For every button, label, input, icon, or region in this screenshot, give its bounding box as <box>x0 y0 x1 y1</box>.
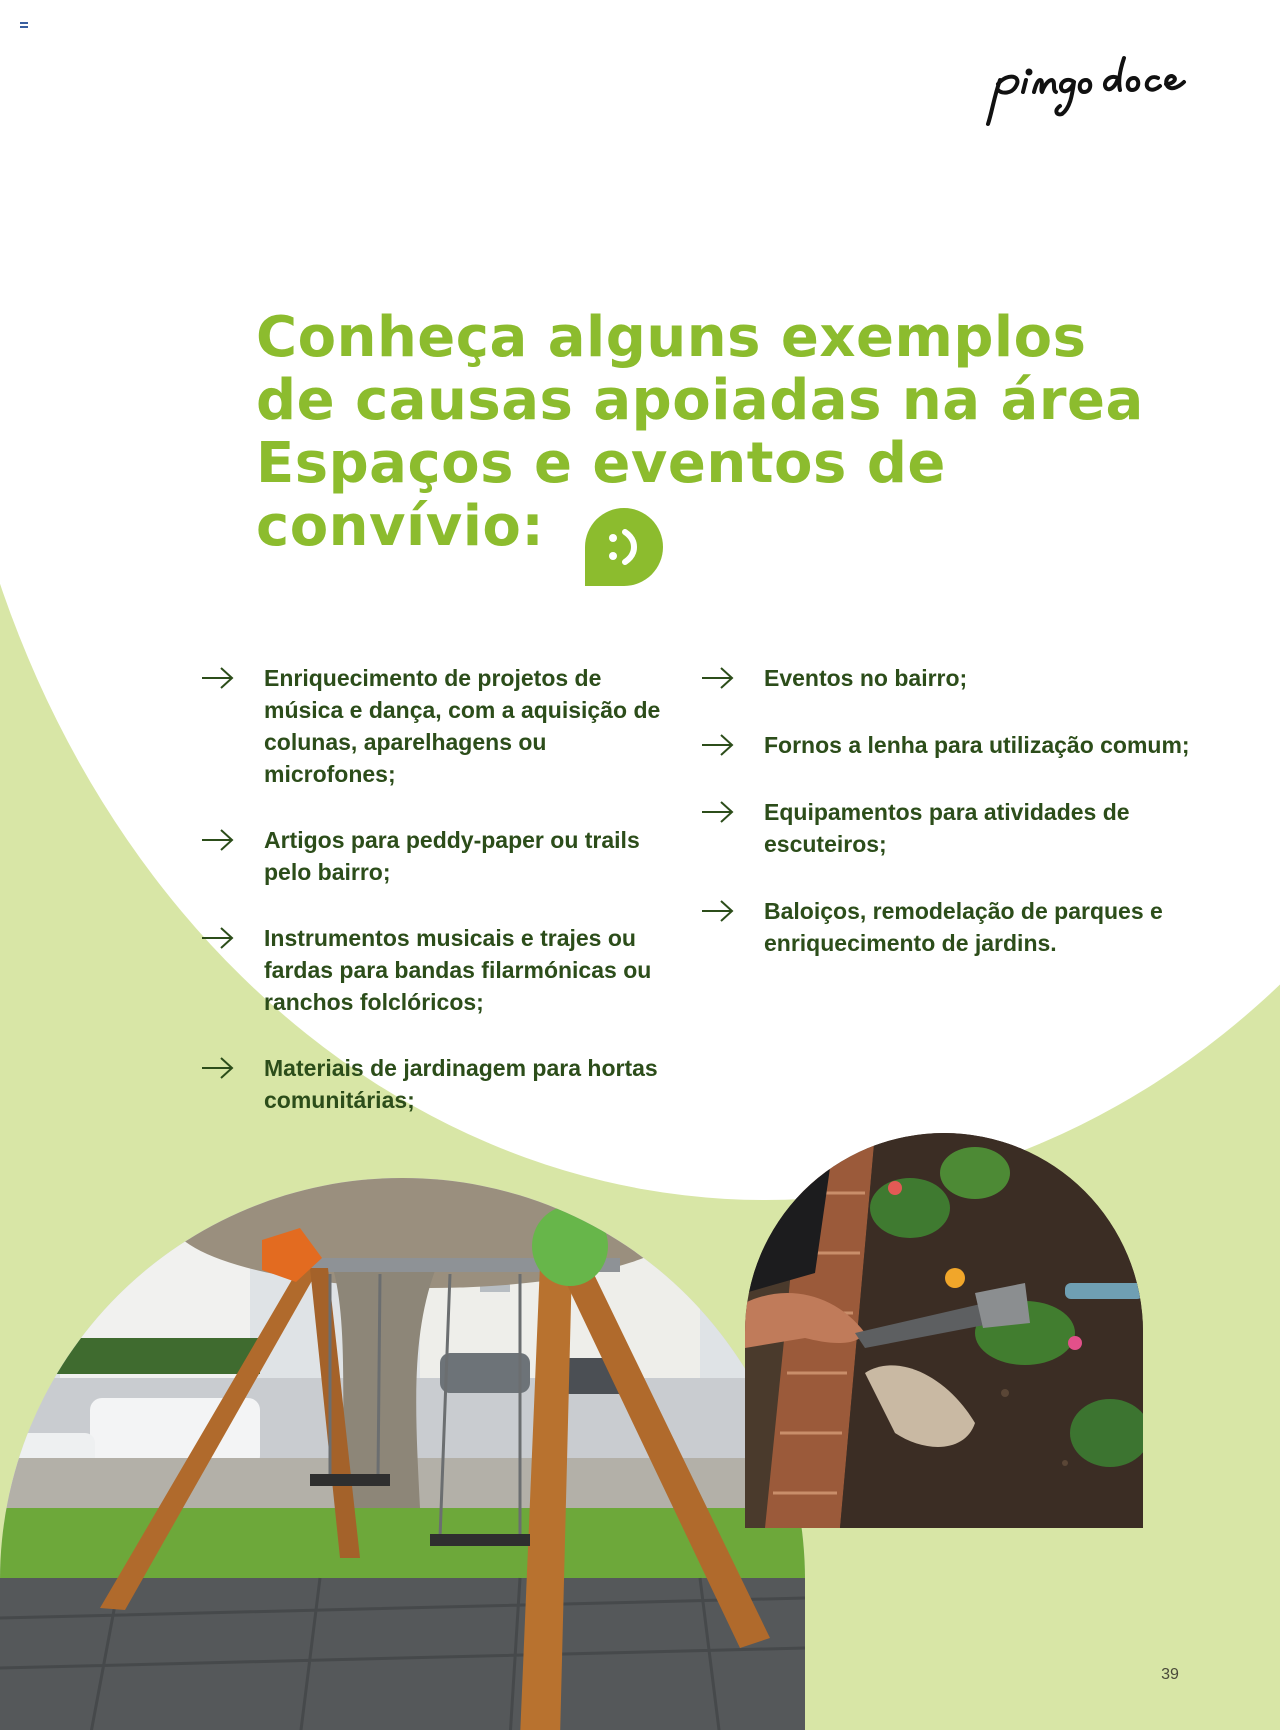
arrow-right-icon <box>700 666 734 690</box>
list-item <box>200 1052 670 1116</box>
list-item-text: Eventos no bairro; <box>764 665 968 691</box>
arrow-right-icon <box>200 666 234 690</box>
list-item <box>200 824 670 888</box>
list-item <box>700 729 1200 761</box>
causes-list-left <box>200 662 670 1150</box>
causes-list-right <box>700 662 1200 994</box>
list-item-text: Artigos para peddy-paper ou trails pelo bairro; <box>264 827 640 885</box>
page-title: Conheça alguns exemplos de causas apoiadas na área Espaços e eventos de convívio: <box>256 305 1144 559</box>
arrow-right-icon <box>700 800 734 824</box>
smile-badge-icon <box>585 508 663 586</box>
list-item-text: Baloiços, remodelação de parques e enriquecimento de jardins. <box>764 898 1163 956</box>
swing-photo <box>0 1178 805 1730</box>
list-item-text: Enriquecimento de projetos de música e dança, com a aquisição de colunas, aparelhagens ou microfones; <box>264 665 661 787</box>
list-item-text: Instrumentos musicais e trajes ou fardas para bandas filarmónicas ou ranchos folclóricos; <box>264 925 652 1015</box>
pingo-doce-logo <box>982 52 1192 132</box>
list-item <box>700 662 1200 694</box>
arrow-right-icon <box>700 899 734 923</box>
page-number: 39 <box>1161 1666 1179 1683</box>
list-item <box>200 662 670 790</box>
menu-icon[interactable] <box>20 22 28 28</box>
arrow-right-icon <box>200 1056 234 1080</box>
swing-photo-illustration <box>0 1178 805 1730</box>
list-item <box>700 895 1200 959</box>
list-item <box>700 796 1200 860</box>
gardening-photo-illustration <box>745 1133 1143 1528</box>
list-item-text: Materiais de jardinagem para hortas comunitárias; <box>264 1055 658 1113</box>
arrow-right-icon <box>700 733 734 757</box>
arrow-right-icon <box>200 926 234 950</box>
list-item-text: Fornos a lenha para utilização comum; <box>764 732 1190 758</box>
gardening-photo <box>745 1133 1143 1528</box>
arrow-right-icon <box>200 828 234 852</box>
list-item-text: Equipamentos para atividades de escuteiros; <box>764 799 1130 857</box>
list-item <box>200 922 670 1018</box>
